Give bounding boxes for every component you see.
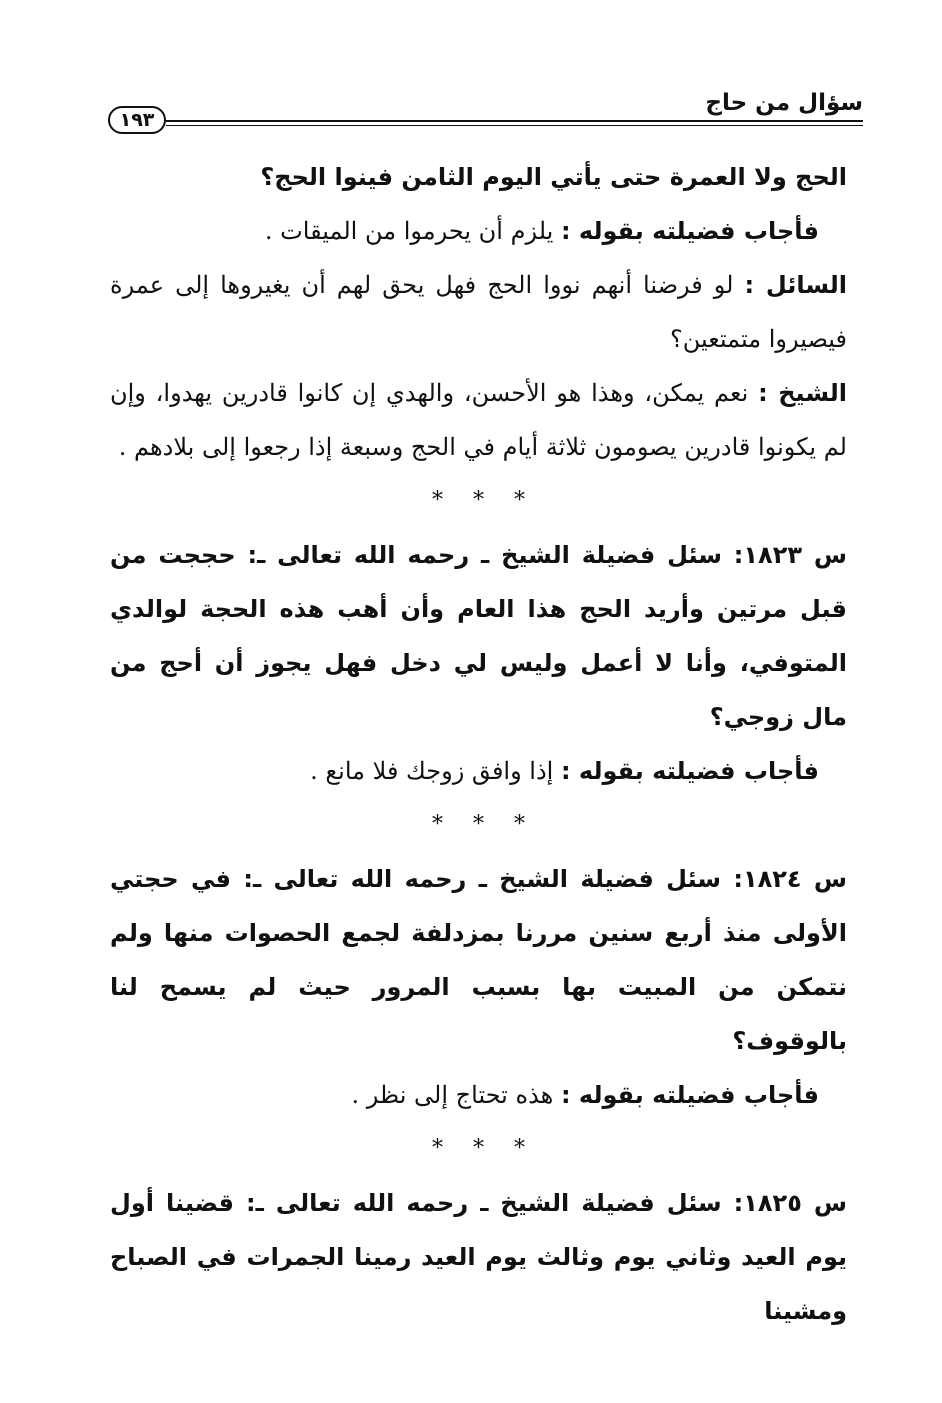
answer-1824 [110,1068,847,1122]
separator-star: * [473,812,484,837]
questioner-label: السائل : [744,271,847,299]
separator-star: * [473,488,484,513]
running-title: سؤال من حاج [705,90,863,116]
questioner-paragraph [110,258,847,366]
page-header [108,84,863,134]
separator-star: * [432,812,443,837]
separator-star: * [473,1136,484,1161]
separator-star: * [514,488,525,513]
separator [110,1122,847,1176]
answer-label: فأجاب فضيلته بقوله : [560,217,819,245]
separator-star: * [514,812,525,837]
questioner-text: لو فرضنا أنهم نووا الحج فهل يحق لهم أن يغيروها إلى عمرة فيصيروا متمتعين؟ [110,271,847,353]
header-rule-thin [166,125,863,126]
separator [110,474,847,528]
page-body [110,150,847,1338]
answer-text: إذا وافق زوجك فلا مانع . [310,757,554,785]
separator-star: * [432,1136,443,1161]
separator-star: * [514,1136,525,1161]
question-1824: س ١٨٢٤: سئل فضيلة الشيخ ـ رحمه الله تعالى ـ: في حجتي الأولى منذ أربع سنين مررنا بمزدلفة لجمع الحصوات منها ولم نتمكن من المبيت بها بسبب المرور حيث لم يسمح لنا بالوقوف؟ [110,865,847,1055]
separator-star: * [432,488,443,513]
header-rule [166,120,863,122]
question-1825: س ١٨٢٥: سئل فضيلة الشيخ ـ رحمه الله تعالى ـ: قضينا أول يوم العيد وثاني يوم وثالث يوم العيد رمينا الجمرات في الصباح ومشينا [110,1189,848,1325]
answer-1 [110,204,847,258]
question-continuation: الحج ولا العمرة حتى يأتي اليوم الثامن فينوا الحج؟ [260,163,847,191]
answer-1823 [110,744,847,798]
answer-text: يلزم أن يحرموا من الميقات . [264,217,554,245]
separator [110,798,847,852]
answer-label: فأجاب فضيلته بقوله : [560,757,819,785]
question-1823: س ١٨٢٣: سئل فضيلة الشيخ ـ رحمه الله تعالى ـ: حججت من قبل مرتين وأريد الحج هذا العام وأن أهب هذه الحجة لوالدي المتوفي، وأنا لا أعمل وليس لي دخل فهل يجوز أن أحج من مال زوجي؟ [110,541,847,731]
sheikh-label: الشيخ : [758,379,847,407]
sheikh-paragraph [110,366,847,474]
sheikh-text: نعم يمكن، وهذا هو الأحسن، والهدي إن كانوا قادرين يهدوا، وإن لم يكونوا قادرين يصومون ثلاثة أيام في الحج وسبعة إذا رجعوا إلى بلادهم . [110,379,847,461]
page-number: ١٩٣ [108,106,166,134]
answer-text: هذه تحتاج إلى نظر . [351,1081,554,1109]
answer-label: فأجاب فضيلته بقوله : [560,1081,819,1109]
